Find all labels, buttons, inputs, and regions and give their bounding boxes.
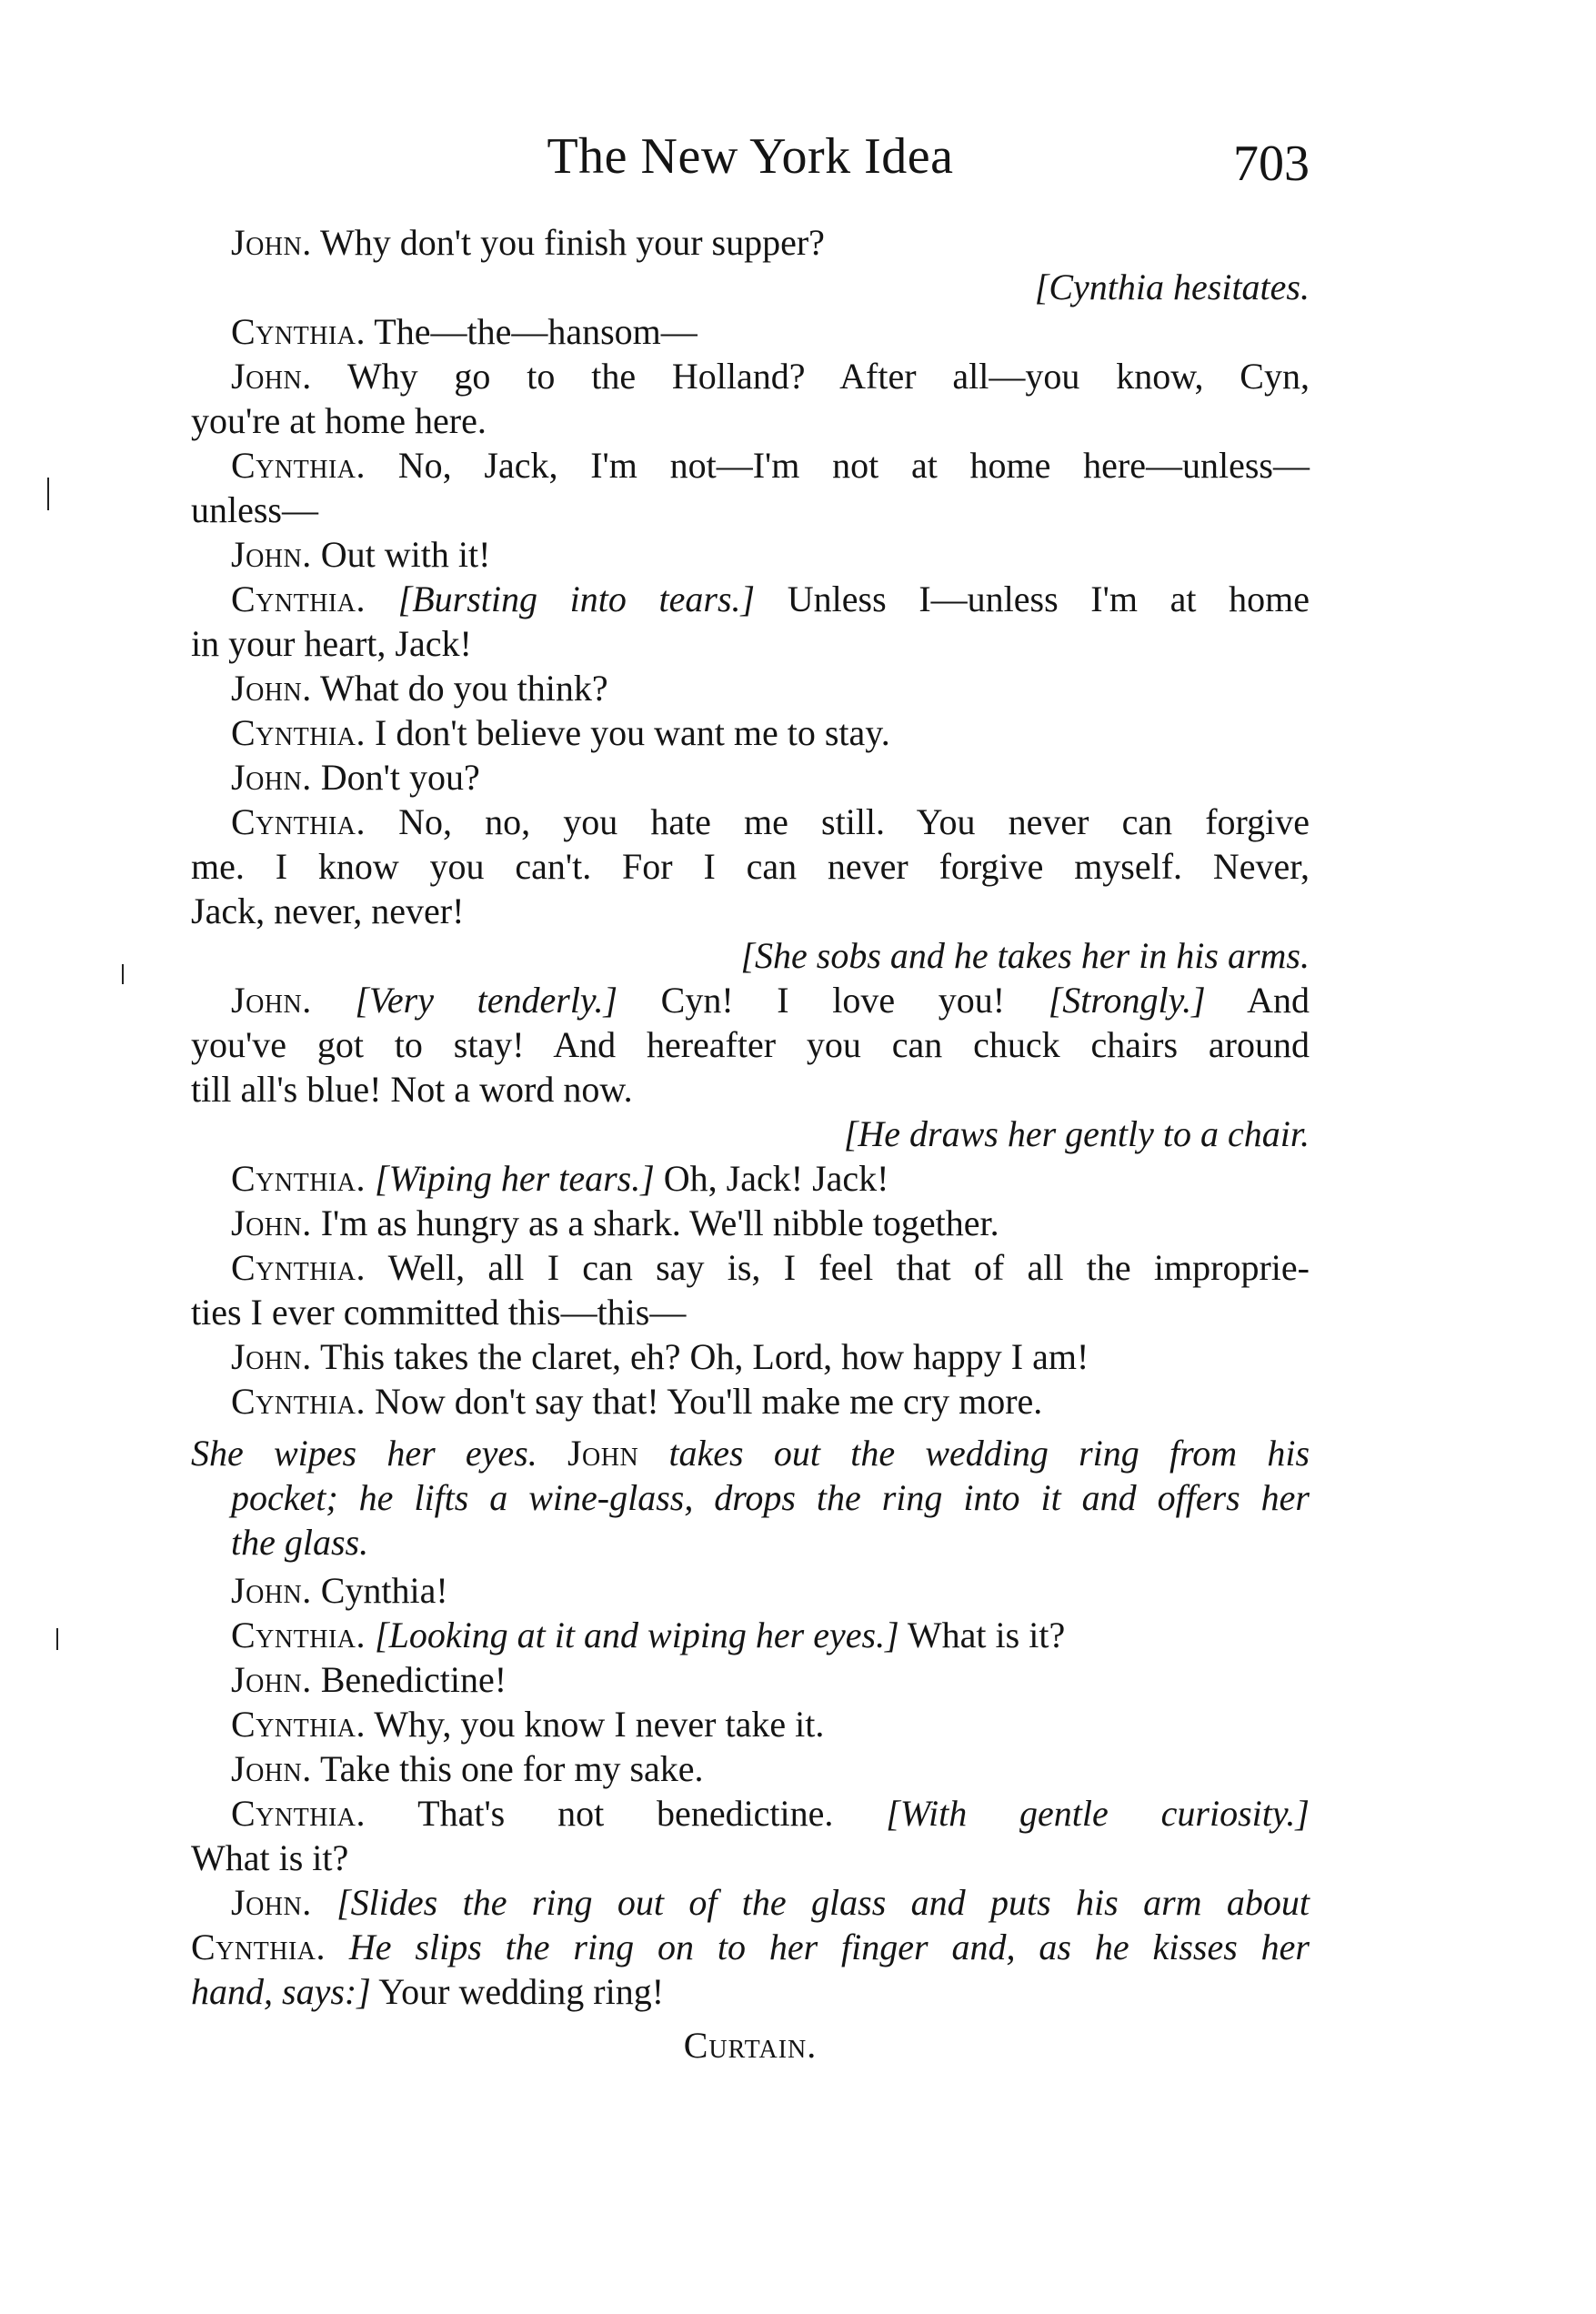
- page-header: [191, 127, 1310, 209]
- dialogue-line: [191, 1657, 1310, 1702]
- dialogue-line: [191, 354, 1310, 398]
- speaker-name: John.: [231, 1748, 312, 1789]
- dialogue-line: [191, 710, 1310, 755]
- stage-direction-inline: [Slides the ring out of the glass and puts his arm about: [336, 1882, 1310, 1923]
- dialogue-text: Cyn! I love you!: [617, 980, 1049, 1021]
- dialogue-line: till all's blue! Not a word now.: [191, 1069, 633, 1110]
- dialogue-line: [191, 1568, 1310, 1613]
- dialogue-line: [191, 577, 1310, 621]
- speaker-name: John.: [231, 1659, 312, 1700]
- page-number: 703: [1233, 136, 1310, 192]
- speaker-name: Cynthia.: [231, 445, 366, 486]
- dialogue-line: [191, 1613, 1310, 1657]
- dialogue-line: [191, 1969, 1310, 2014]
- dialogue-line: [191, 1201, 1310, 1245]
- stage-direction-inline: [With gentle curiosity.]: [886, 1793, 1310, 1834]
- dialogue-line: unless—: [191, 489, 318, 530]
- book-page: [191, 127, 1310, 2068]
- dialogue-text: Unless I—unless I'm at home: [755, 578, 1310, 619]
- speaker-name: Cynthia.: [231, 1381, 366, 1422]
- dialogue-text: Out with it!: [311, 534, 491, 575]
- dialogue-text: Why don't you finish your supper?: [311, 222, 825, 263]
- speaker-name: Cynthia.: [231, 801, 366, 842]
- dialogue-line: [191, 1791, 1310, 1836]
- stage-direction-line: pocket; he lifts a wine-glass, drops the ring into it and offers her: [231, 1477, 1310, 1518]
- speaker-name: John: [567, 1433, 639, 1474]
- dialogue-line: [191, 666, 1310, 710]
- stage-direction-inline: [Strongly.]: [1048, 980, 1206, 1021]
- speaker-name: Cynthia.: [231, 311, 366, 352]
- dialogue-text: Oh, Jack! Jack!: [654, 1158, 889, 1199]
- speaker-name: John.: [231, 1882, 312, 1923]
- dialogue-text: Now don't say that! You'll make me cry more.: [366, 1381, 1043, 1422]
- dialogue-block-2: [191, 1568, 1310, 2014]
- dialogue-block: [191, 220, 1310, 1424]
- dialogue-text: Cynthia!: [311, 1570, 448, 1611]
- stage-direction: [Cynthia hesitates.: [1034, 267, 1310, 307]
- stage-direction-text: She wipes her eyes.: [191, 1433, 567, 1474]
- dialogue-text: No, Jack, I'm not—I'm not at home here—unless—: [366, 445, 1310, 486]
- speaker-name: Cynthia.: [231, 1793, 366, 1834]
- stage-direction-line: [191, 1431, 1310, 1475]
- dialogue-text: This takes the claret, eh? Oh, Lord, how happy I am!: [311, 1336, 1089, 1377]
- dialogue-line: in your heart, Jack!: [191, 623, 472, 664]
- margin-mark: [56, 1628, 58, 1650]
- dialogue-text: Why go to the Holland? After all—you know, Cyn,: [311, 356, 1310, 397]
- speaker-name: Cynthia.: [231, 1615, 366, 1655]
- dialogue-text: Take this one for my sake.: [311, 1748, 704, 1789]
- dialogue-line: Jack, never, never!: [191, 890, 465, 931]
- speaker-name: Cynthia.: [231, 1247, 366, 1288]
- dialogue-line: [191, 1925, 1310, 1969]
- dialogue-line: [191, 800, 1310, 844]
- dialogue-line: [191, 755, 1310, 800]
- stage-direction: [He draws her gently to a chair.: [843, 1113, 1310, 1154]
- dialogue-line: [191, 309, 1310, 354]
- stage-direction-inline: [Looking at it and wiping her eyes.]: [375, 1615, 899, 1655]
- dialogue-text: That's not benedictine.: [366, 1793, 887, 1834]
- speaker-name: John.: [231, 1202, 312, 1243]
- stage-direction-inline: He slips the ring on to her finger and, as he kisses her: [326, 1927, 1310, 1967]
- speaker-name: John.: [231, 668, 312, 709]
- dialogue-text: No, no, you hate me still. You never can forgive: [366, 801, 1310, 842]
- dialogue-line: me. I know you can't. For I can never forgive myself. Never,: [191, 846, 1310, 887]
- dialogue-line: you've got to stay! And hereafter you can chuck chairs around: [191, 1024, 1310, 1065]
- curtain-label: Curtain.: [683, 2025, 818, 2066]
- dialogue-text: Benedictine!: [311, 1659, 507, 1700]
- speaker-name: John.: [231, 1336, 312, 1377]
- dialogue-line: [191, 1702, 1310, 1746]
- dialogue-line: [191, 1334, 1310, 1379]
- dialogue-line: [191, 1880, 1310, 1925]
- speaker-name: Cynthia.: [231, 1704, 366, 1745]
- speaker-name: John.: [231, 1570, 312, 1611]
- margin-mark: [47, 478, 49, 510]
- dialogue-text: Well, all I can say is, I feel that of all the improprie-: [366, 1247, 1310, 1288]
- stage-direction-inline: [Very tenderly.]: [355, 980, 618, 1021]
- speaker-name: John.: [231, 980, 312, 1021]
- stage-direction-text: takes out the wedding ring from his: [638, 1433, 1310, 1474]
- dialogue-line: [191, 1245, 1310, 1290]
- stage-direction-inline: hand, says:]: [191, 1971, 371, 2012]
- speaker-name: John.: [231, 757, 312, 798]
- dialogue-text: Don't you?: [311, 757, 480, 798]
- stage-direction-inline: [Bursting into tears.]: [397, 578, 756, 619]
- dialogue-line: [191, 1379, 1310, 1424]
- speaker-name: John.: [231, 222, 312, 263]
- dialogue-text: And: [1205, 980, 1310, 1021]
- stage-direction-inline: [Wiping her tears.]: [375, 1158, 655, 1199]
- stage-direction-block: [191, 1431, 1310, 1564]
- dialogue-line: [191, 1156, 1310, 1201]
- dialogue-text: What is it?: [898, 1615, 1066, 1655]
- speaker-name: Cynthia.: [231, 1158, 366, 1199]
- dialogue-text: I'm as hungry as a shark. We'll nibble together.: [311, 1202, 999, 1243]
- dialogue-text: Why, you know I never take it.: [366, 1704, 825, 1745]
- speaker-name: John.: [231, 356, 312, 397]
- dialogue-line: you're at home here.: [191, 400, 487, 441]
- speaker-name: John.: [231, 534, 312, 575]
- dialogue-line: [191, 443, 1310, 488]
- dialogue-line: ties I ever committed this—this—: [191, 1292, 687, 1333]
- dialogue-text: I don't believe you want me to stay.: [366, 712, 890, 753]
- margin-mark: [122, 964, 124, 984]
- dialogue-line: [191, 532, 1310, 577]
- speaker-name: Cynthia.: [231, 578, 366, 619]
- dialogue-line: [191, 220, 1310, 265]
- dialogue-text: Your wedding ring!: [370, 1971, 665, 2012]
- dialogue-line: What is it?: [191, 1837, 349, 1878]
- stage-direction-line: the glass.: [231, 1522, 369, 1563]
- speaker-name: Cynthia.: [191, 1927, 326, 1967]
- dialogue-line: [191, 978, 1310, 1022]
- dialogue-text: What do you think?: [311, 668, 608, 709]
- running-title: The New York Idea: [547, 128, 954, 185]
- dialogue-text: The—the—hansom—: [366, 311, 698, 352]
- dialogue-line: [191, 1746, 1310, 1791]
- stage-direction: [She sobs and he takes her in his arms.: [740, 935, 1310, 976]
- speaker-name: Cynthia.: [231, 712, 366, 753]
